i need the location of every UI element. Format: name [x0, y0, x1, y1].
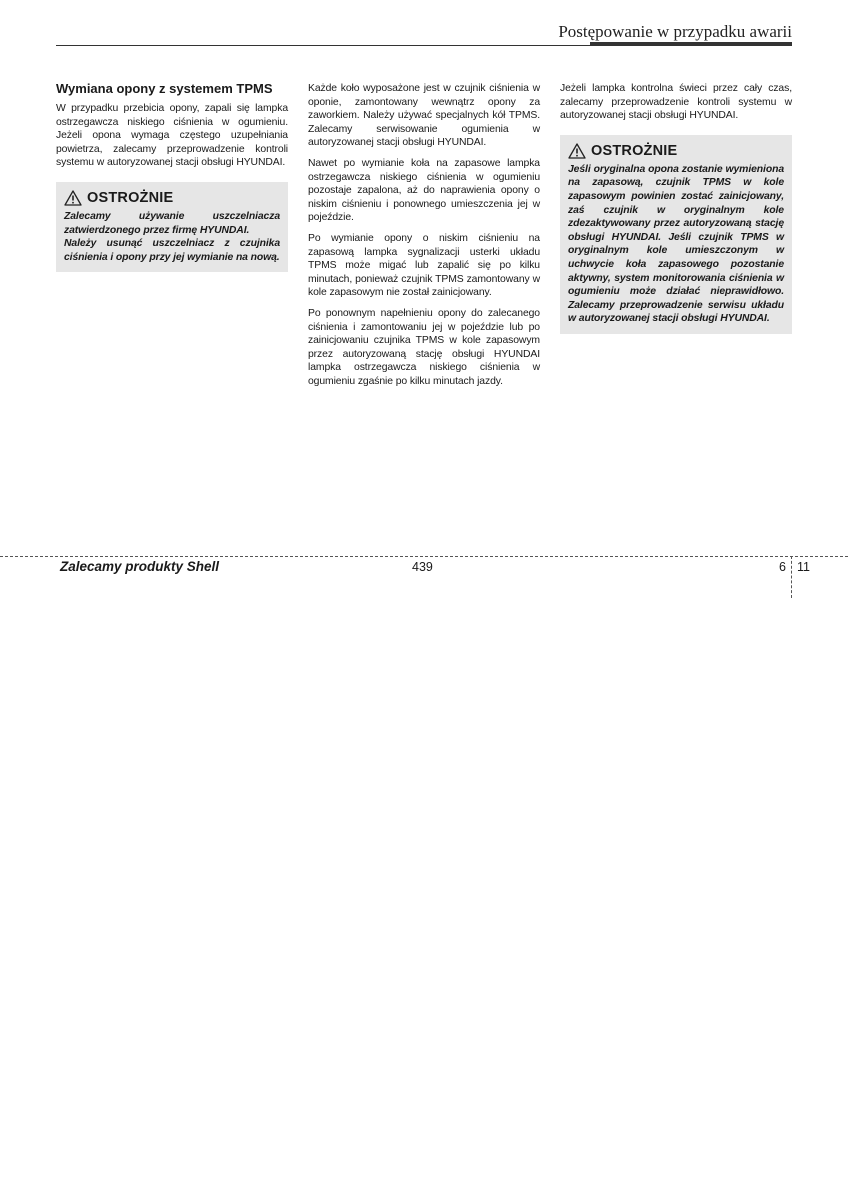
caution-header — [568, 143, 784, 159]
caution-text: Jeśli oryginalna opona zostanie wymieniona na zapasową, czujnik TPMS w kole zapasowym powinien zostać zainicjowany, zaś czujnik w oryginalnym kole zdezaktywowany przez autoryzowaną stację obsługi HYUNDAI. Jeśli czujnik TPMS w oryginalnym kole umieszczonym w uchwycie koła zapasowego pozostanie aktywny, system monitorowania ciśnienia w ogumieniu może działać nieprawidłowo. Zalecamy przeprowadzenie serwisu układu w autoryzowanej stacji obsługi HYUNDAI. — [568, 163, 784, 325]
footer-page-number: 439 — [412, 560, 433, 574]
caution-header — [64, 190, 280, 206]
caution-box — [560, 135, 792, 334]
paragraph: Nawet po wymianie koła na zapasowe lampka ostrzegawcza niskiego ciśnienia w ogumieniu pozostaje zapalona, aż do naprawienia opony o niskim ciśnieniu i ponownego umieszczenia jej w pojeździe. — [308, 157, 540, 224]
footer-divider — [0, 556, 848, 557]
header-title: Postępowanie w przypadku awarii — [558, 22, 792, 41]
section-heading: Wymiana opony z systemem TPMS — [56, 81, 273, 96]
column-right — [560, 82, 792, 334]
paragraph: Po wymianie opony o niskim ciśnieniu na zapasową lampka sygnalizacji usterki układu TPMS może migać lub zapalić się po kilku minutach, ponieważ czujnik TPMS zamontowany w kole zapasowym nie został zainicjowany. — [308, 232, 540, 299]
caution-text: Należy usunąć uszczelniacz z czujnika ciśnienia i opony przy jej wymianie na nową. — [64, 238, 280, 263]
warning-triangle-icon — [568, 143, 586, 159]
header-rule-accent — [590, 42, 792, 46]
footer-chapter-number: 6 — [779, 560, 786, 574]
caution-box — [56, 182, 288, 272]
caution-text: Zalecamy używanie uszczelniacza zatwierdzonego przez firmę HYUNDAI. — [64, 210, 280, 236]
footer-section-page: 11 — [797, 560, 810, 574]
footer-slogan: Zalecamy produkty Shell — [60, 559, 220, 574]
footer-page-divider — [791, 556, 792, 598]
caution-title: OSTROŻNIE — [87, 189, 174, 206]
warning-triangle-icon — [64, 190, 82, 206]
column-middle — [308, 82, 540, 395]
paragraph: Po ponownym napełnieniu opony do zalecanego ciśnienia i zamontowaniu jej w pojeździe lub po zainicjowaniu czujnika TPMS w kole zapasowym przez autoryzowaną stację obsługi HYUNDAI lampka ostrzegawcza niskiego ciśnienia w ogumieniu zgaśnie po kilku minutach jazdy. — [308, 307, 540, 387]
paragraph: Jeżeli lampka kontrolna świeci przez cały czas, zalecamy przeprowadzenie kontroli systemu w autoryzowanej stacji obsługi HYUNDAI. — [560, 83, 792, 122]
caution-title: OSTROŻNIE — [591, 142, 678, 159]
paragraph: W przypadku przebicia opony, zapali się lampka ostrzegawcza niskiego ciśnienia w ogumieniu. Jeżeli opona wymaga częstego uzupełniania powietrza, zalecamy przeprowadzenie kontroli systemu w autoryzowanej stacji obsługi HYUNDAI. — [56, 103, 288, 169]
paragraph: Każde koło wyposażone jest w czujnik ciśnienia w oponie, zamontowany wewnątrz opony za zaworkiem. Należy używać specjalnych kół TPMS. Zalecamy serwisowanie ogumienia w autoryzowanej stacji obsługi HYUNDAI. — [308, 83, 540, 149]
column-left — [56, 82, 288, 272]
